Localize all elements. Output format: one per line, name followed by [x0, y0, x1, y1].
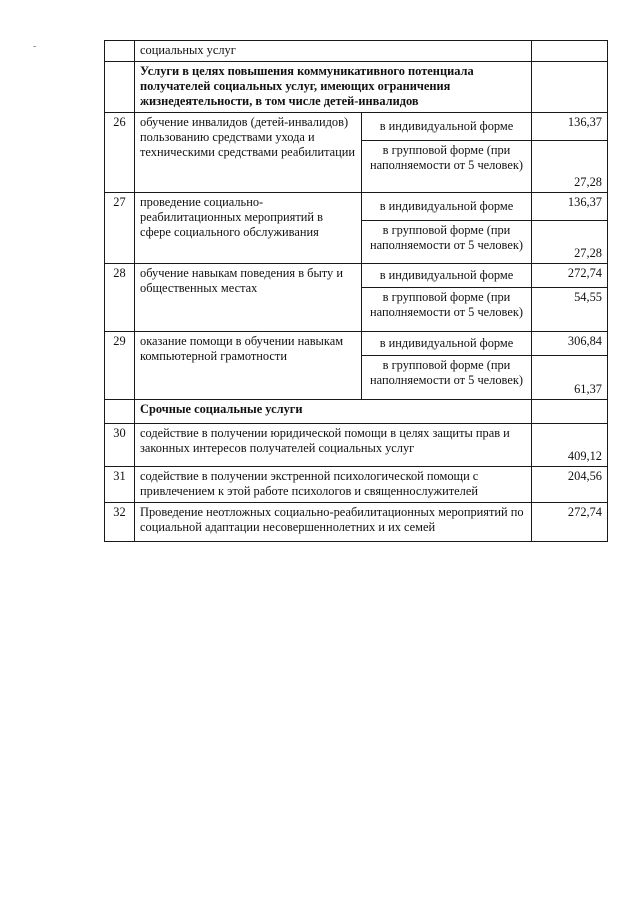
cell-num-empty — [105, 400, 135, 424]
mode-individual: в индивидуальной форме — [362, 332, 532, 356]
service-number: 32 — [105, 503, 135, 542]
cell-num-empty — [105, 62, 135, 113]
service-price: 409,12 — [532, 424, 608, 467]
tariff-table — [104, 40, 608, 542]
table-row-continuation — [105, 41, 608, 62]
service-price: 272,74 — [532, 503, 608, 542]
table-row — [105, 467, 608, 503]
cell-price-empty — [532, 62, 608, 113]
service-number: 31 — [105, 467, 135, 503]
price-group: 54,55 — [532, 288, 608, 332]
cell-price-empty — [532, 400, 608, 424]
table-row — [105, 264, 608, 288]
service-name: оказание помощи в обучении навыкам компьютерной грамотности — [135, 332, 362, 400]
price-group: 27,28 — [532, 141, 608, 193]
price-individual: 306,84 — [532, 332, 608, 356]
price-individual: 272,74 — [532, 264, 608, 288]
section-header-row — [105, 62, 608, 113]
service-name: обучение инвалидов (детей-инвалидов) пользованию средствами ухода и техническими средствами реабилитации — [135, 113, 362, 193]
mode-individual: в индивидуальной форме — [362, 264, 532, 288]
table-row — [105, 424, 608, 467]
continuation-text: социальных услуг — [135, 41, 532, 62]
mode-individual: в индивидуальной форме — [362, 113, 532, 141]
service-number: 28 — [105, 264, 135, 332]
table-row — [105, 332, 608, 356]
price-group: 27,28 — [532, 221, 608, 264]
price-group: 61,37 — [532, 356, 608, 400]
cell-num-empty — [105, 41, 135, 62]
price-individual: 136,37 — [532, 193, 608, 221]
price-individual: 136,37 — [532, 113, 608, 141]
margin-mark: - — [33, 41, 37, 52]
section-title-urgent: Срочные социальные услуги — [135, 400, 532, 424]
mode-group: в групповой форме (при наполняемости от 5 человек) — [362, 221, 532, 264]
service-name: проведение социально-реабилитационных мероприятий в сфере социального обслуживания — [135, 193, 362, 264]
service-name: Проведение неотложных социально-реабилитационных мероприятий по социальной адаптации несовершеннолетних и их семей — [135, 503, 532, 542]
mode-individual: в индивидуальной форме — [362, 193, 532, 221]
table-row — [105, 113, 608, 141]
service-price: 204,56 — [532, 467, 608, 503]
table-row — [105, 503, 608, 542]
service-number: 29 — [105, 332, 135, 400]
service-name: содействие в получении экстренной психологической помощи с привлечением к этой работе психологов и священнослужителей — [135, 467, 532, 503]
table-row — [105, 193, 608, 221]
service-number: 27 — [105, 193, 135, 264]
section-title-communication: Услуги в целях повышения коммуникативного потенциала получателей социальных услуг, имеющих ограничения жизнедеятельности, в том числе детей-инвалидов — [135, 62, 532, 113]
section-header-row — [105, 400, 608, 424]
cell-price-empty — [532, 41, 608, 62]
mode-group: в групповой форме (при наполняемости от 5 человек) — [362, 356, 532, 400]
mode-group: в групповой форме (при наполняемости от 5 человек) — [362, 288, 532, 332]
mode-group: в групповой форме (при наполняемости от 5 человек) — [362, 141, 532, 193]
service-name: содействие в получении юридической помощи в целях защиты прав и законных интересов получателей социальных услуг — [135, 424, 532, 467]
service-name: обучение навыкам поведения в быту и общественных местах — [135, 264, 362, 332]
service-number: 26 — [105, 113, 135, 193]
service-number: 30 — [105, 424, 135, 467]
